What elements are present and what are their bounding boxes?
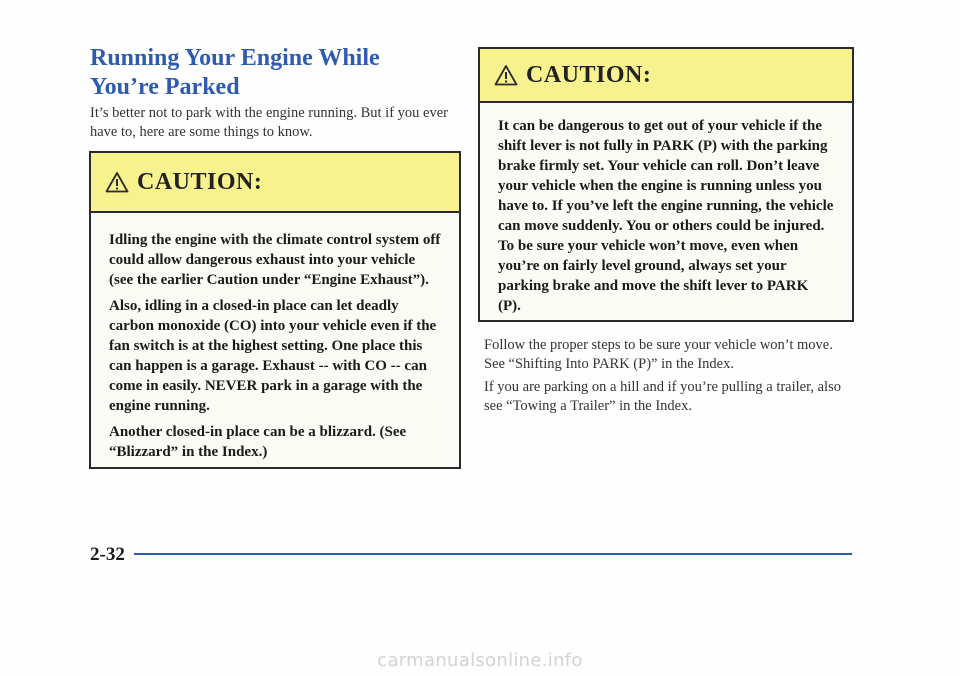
warning-triangle-icon (105, 171, 129, 193)
caution-paragraph: Also, idling in a closed-in place can let deadly carbon monoxide (CO) into your vehicle even if the fan switch is at the highest setting. One place this can happen is a garage. Exhaust -- with CO -- can come in easily. NEVER park in a garage with the engine running. (109, 298, 437, 414)
follow-up-text: If you are parking on a hill and if you’re pulling a trailer, also see “Towing a Trailer” in the Index. (484, 379, 841, 414)
footer-rule (134, 553, 852, 555)
caution-body (480, 103, 852, 316)
section-title-line-1: Running Your Engine While (90, 45, 380, 71)
section-title (90, 44, 450, 102)
caution-label: CAUTION: (526, 61, 652, 88)
caution-box-exhaust (89, 151, 461, 469)
caution-box-park (478, 47, 854, 322)
caution-paragraph: Another closed-in place can be a blizzard. (See “Blizzard” in the Index.) (109, 424, 407, 460)
caution-paragraph: It can be dangerous to get out of your vehicle if the shift lever is not fully in PARK (P) with the parking brake firmly set. Your vehicle can roll. Don’t leave your vehicle when the engine is running unless you have to. If you’ve left the engine running, the vehicle can move suddenly. You or others could be injured. To be sure your vehicle won’t move, even when you’re on fairly level ground, always set your parking brake and move the shift lever to PARK (P). (498, 118, 834, 314)
caution-header (91, 153, 459, 213)
caution-paragraph: Idling the engine with the climate control system off could allow dangerous exhaust into your vehicle (see the earlier Caution under “Engine Exhaust”). (109, 232, 441, 288)
intro-text: It’s better not to park with the engine running. But if you ever have to, here are some things to know. (90, 105, 448, 140)
caution-body (91, 213, 459, 462)
page-number: 2-32 (90, 544, 125, 565)
warning-triangle-icon (494, 64, 518, 86)
follow-up-text: Follow the proper steps to be sure your vehicle won’t move. See “Shifting Into PARK (P)” in the Index. (484, 337, 833, 372)
caution-label: CAUTION: (137, 168, 263, 195)
watermark: carmanualsonline.info (377, 650, 583, 671)
caution-header (480, 49, 852, 103)
section-title-line-2: You’re Parked (90, 74, 240, 100)
